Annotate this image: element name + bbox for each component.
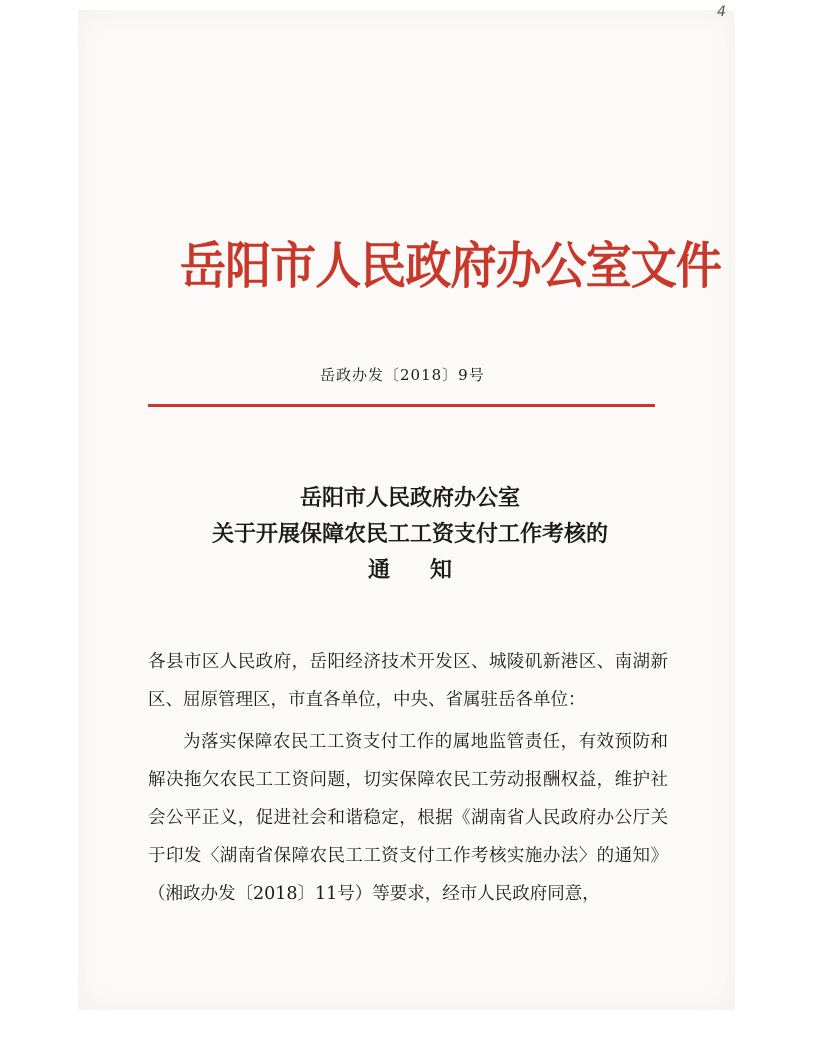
document-body [148,643,668,913]
document-number: 岳政办发〔2018〕9号 [320,366,485,384]
title-line-3: 通知 [367,557,492,583]
page-number: 4 [717,4,726,20]
document-header-title: 岳阳市人民政府办公室文件 [180,236,721,295]
title-line-1: 岳阳市人民政府办公室 [299,485,520,511]
document-title [160,480,660,588]
addressee-paragraph: 各县市区人民政府，岳阳经济技术开发区、城陵矶新港区、南湖新区、屈原管理区，市直各单位，中央、省属驻岳各单位： [148,652,668,710]
title-line-2: 关于开展保障农民工工资支付工作考核的 [211,521,608,547]
red-divider-rule [148,404,655,407]
body-paragraph-1: 为落实保障农民工工资支付工作的属地监管责任，有效预防和解决拖欠农民工工资问题，切实保障农民工劳动报酬权益，维护社会公平正义，促进社会和谐稳定，根据《湖南省人民政府办公厅关于印发〈湖南省保障农民工工资支付工作考核实施办法〉的通知》（湘政办发〔2018〕11号）等要求，经市人民政府同意， [148,732,668,904]
